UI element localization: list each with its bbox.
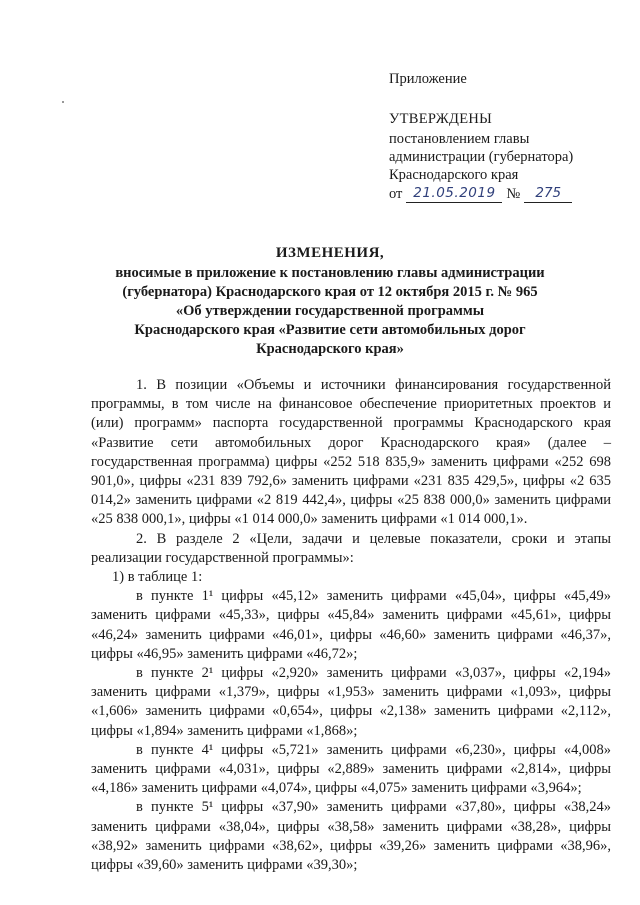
approved-label: УТВЕРЖДЕНЫ bbox=[389, 111, 493, 127]
paragraph-7: в пункте 5¹ цифры «37,90» заменить цифрами «37,80», цифры «38,24» заменить цифрами «38,04», цифры «38,58» заменить цифрами «38,28», цифры «38,92» заменить цифрами «38,62», цифры «39,26» заменить цифрами «38,96», цифры «39,60» заменить цифрами «39,30»; bbox=[91, 799, 611, 874]
title-line-2: (губернатора) Краснодарского края от 12 октября 2015 г. № 965 bbox=[122, 284, 538, 300]
title-line-5: Краснодарского края» bbox=[256, 341, 404, 357]
paragraph-4: в пункте 1¹ цифры «45,12» заменить цифрами «45,04», цифры «45,49» заменить цифрами «45,33», цифры «45,84» заменить цифрами «45,61», цифры «46,24» заменить цифрами «46,01», цифры «46,60» заменить цифрами «46,37», цифры «46,95» заменить цифрами «46,72»; bbox=[91, 588, 611, 662]
scan-speck bbox=[62, 101, 64, 103]
approval-stamp-block bbox=[389, 70, 619, 203]
paragraph-2: 2. В разделе 2 «Цели, задачи и целевые показатели, сроки и этапы реализации государственной программы»: bbox=[91, 530, 611, 566]
approval-line-2: администрации (губернатора) bbox=[389, 149, 574, 165]
date-prefix: от bbox=[389, 186, 403, 202]
approval-date-number-line bbox=[389, 184, 619, 203]
number-prefix: № bbox=[506, 186, 521, 202]
paragraph-5: в пункте 2¹ цифры «2,920» заменить цифрами «3,037», цифры «2,194» заменить цифрами «1,379», цифры «1,953» заменить цифрами «1,093», цифры «1,606» заменить цифрами «0,654», цифры «2,138» заменить цифрами «2,112», цифры «1,894» заменить цифрами «1,868»; bbox=[91, 665, 611, 739]
approval-line-3: Краснодарского края bbox=[389, 167, 519, 183]
approval-line-1: постановлением главы bbox=[389, 131, 530, 147]
handwritten-number: 275 bbox=[524, 184, 572, 203]
title-heading: ИЗМЕНЕНИЯ, bbox=[275, 245, 385, 261]
document-body bbox=[91, 376, 611, 875]
appendix-label: Приложение bbox=[389, 71, 467, 87]
title-line-1: вносимые в приложение к постановлению главы администрации bbox=[115, 265, 545, 281]
paragraph-6: в пункте 4¹ цифры «5,721» заменить цифрами «6,230», цифры «4,008» заменить цифрами «4,031», цифры «2,889» заменить цифрами «2,814», цифры «4,186» заменить цифрами «4,074», цифры «4,075» заменить цифрами «3,964»; bbox=[91, 741, 611, 797]
paragraph-1: 1. В позиции «Объемы и источники финансирования государственной программы, в том числе на финансовое обеспечение приоритетных проектов и (или) программ» паспорта государственной программы Краснодарского края «Развитие сети автомобильных дорог Краснодарского края» (далее – государственная программа) цифры «252 518 835,9» заменить цифрами «252 698 901,0», цифры «231 839 792,6» заменить цифрами «231 835 429,5», цифры «2 635 014,2» заменить цифрами «2 819 442,4», цифры «25 838 000,0» заменить цифрами «25 838 000,1», цифры «1 014 000,0» заменить цифрами «1 014 000,1». bbox=[91, 377, 611, 528]
title-line-4: Краснодарского края «Развитие сети автомобильных дорог bbox=[134, 322, 526, 338]
handwritten-date: 21.05.2019 bbox=[406, 184, 502, 203]
document-title bbox=[80, 244, 580, 359]
title-line-3: «Об утверждении государственной программы bbox=[175, 303, 485, 319]
paragraph-3: 1) в таблице 1: bbox=[112, 569, 203, 586]
